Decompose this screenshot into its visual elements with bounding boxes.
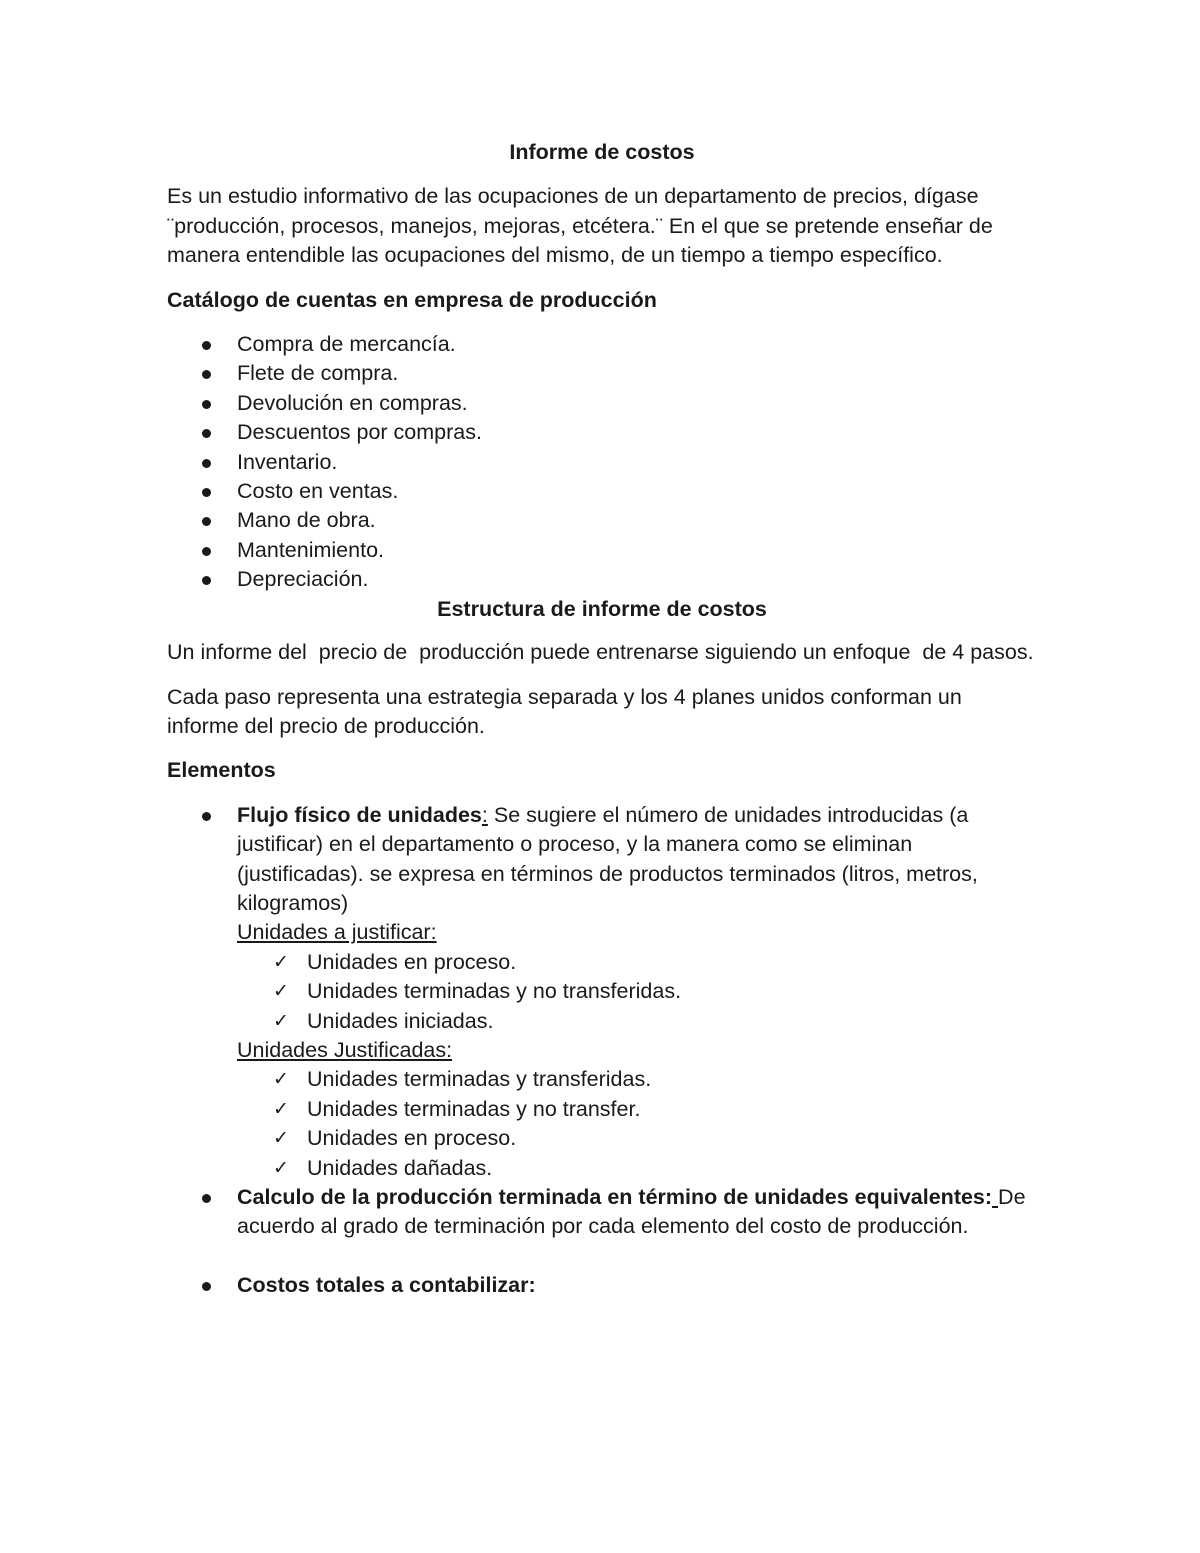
calculo-text: De acuerdo al grado de terminación por cada elemento del costo de producción. <box>237 1185 1026 1239</box>
list-item: Compra de mercancía. <box>167 330 1037 359</box>
check-list-justificadas <box>237 1065 1037 1183</box>
check-item <box>237 1154 1037 1183</box>
structure-paragraph-1: Un informe del precio de producción puede entrenarse siguiendo un enfoque de 4 pasos. <box>167 640 1034 665</box>
check-list-a-justificar <box>237 948 1037 1036</box>
checkmark-icon: ✓ <box>273 1157 289 1179</box>
flujo-term: Flujo físico de unidades <box>237 802 482 827</box>
catalog-list <box>167 330 1037 595</box>
check-item <box>237 1095 1037 1124</box>
structure-paragraph-2: Cada paso representa una estrategia separada y los 4 planes unidos conforman un informe del precio de producción. <box>167 684 962 738</box>
check-item <box>237 977 1037 1006</box>
flujo-separator: : <box>481 802 488 827</box>
list-item: Devolución en compras. <box>167 389 1037 418</box>
checkmark-icon: ✓ <box>273 981 289 1003</box>
element-calculo <box>167 1183 1037 1242</box>
list-item: Depreciación. <box>167 565 1037 594</box>
elements-list <box>167 801 1037 1242</box>
check-item <box>237 948 1037 977</box>
check-item <box>237 1007 1037 1036</box>
catalog-heading: Catálogo de cuentas en empresa de producción <box>167 287 657 312</box>
check-item-text: Unidades en proceso. <box>307 1126 517 1151</box>
checkmark-icon: ✓ <box>273 1069 289 1091</box>
checkmark-icon: ✓ <box>273 1128 289 1150</box>
element-flujo <box>167 801 1037 1183</box>
list-item: Inventario. <box>167 448 1037 477</box>
spacer <box>167 1242 1037 1271</box>
check-item-text: Unidades dañadas. <box>307 1155 493 1180</box>
check-item-text: Unidades terminadas y no transferidas. <box>307 979 682 1004</box>
costos-term: Costos totales a contabilizar: <box>237 1272 536 1297</box>
list-item: Flete de compra. <box>167 359 1037 388</box>
list-item: Mantenimiento. <box>167 536 1037 565</box>
check-item <box>237 1065 1037 1094</box>
checkmark-icon: ✓ <box>273 1010 289 1032</box>
checkmark-icon: ✓ <box>273 1098 289 1120</box>
elements-heading: Elementos <box>167 758 276 783</box>
structure-title: Estructura de informe de costos <box>437 596 767 621</box>
calculo-term: Calculo de la producción terminada en término de unidades equivalentes: <box>237 1185 993 1209</box>
elements-list-continued <box>167 1271 1037 1300</box>
intro-paragraph: Es un estudio informativo de las ocupaciones de un departamento de precios, dígase ¨producción, procesos, manejos, mejoras, etcétera.¨ En el que se pretende enseñar de manera entendible las ocupaciones del mismo, de un tiempo a tiempo específico. <box>167 184 993 268</box>
flujo-text: Se sugiere el número de unidades introducidas (a justificar) en el departamento o proceso, y la manera como se eliminan (justificadas). se expresa en términos de productos terminados (litros, metros, kilogramos) <box>237 802 978 915</box>
check-item-text: Unidades en proceso. <box>307 949 517 974</box>
page-title: Informe de costos <box>509 140 695 164</box>
list-item: Mano de obra. <box>167 506 1037 535</box>
check-item-text: Unidades terminadas y transferidas. <box>307 1067 652 1092</box>
check-item <box>237 1124 1037 1153</box>
document-content <box>167 138 1037 1300</box>
sub-label-justificadas: Unidades Justificadas: <box>237 1037 453 1062</box>
sub-label-a-justificar: Unidades a justificar: <box>237 920 437 945</box>
list-item: Costo en ventas. <box>167 477 1037 506</box>
list-item: Descuentos por compras. <box>167 418 1037 447</box>
check-item-text: Unidades iniciadas. <box>307 1008 494 1033</box>
checkmark-icon: ✓ <box>273 951 289 973</box>
element-costos <box>167 1271 1037 1300</box>
check-item-text: Unidades terminadas y no transfer. <box>307 1096 641 1121</box>
